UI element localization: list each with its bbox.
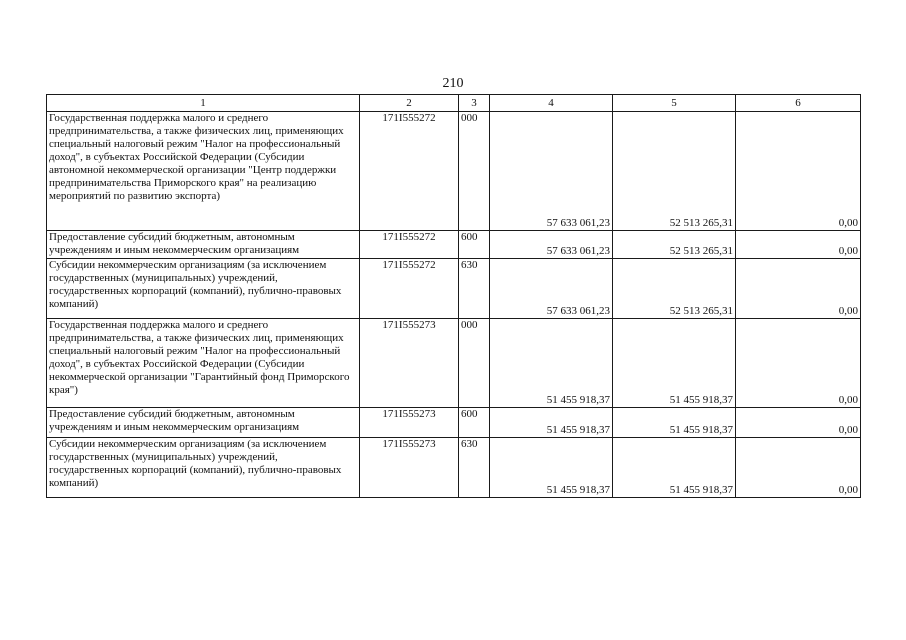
row-code: 171I555272 (360, 231, 459, 259)
row-amount-4: 57 633 061,23 (490, 231, 613, 259)
row-amount-6: 0,00 (736, 112, 861, 231)
row-code: 171I555273 (360, 319, 459, 408)
row-amount-4: 51 455 918,37 (490, 408, 613, 438)
column-header: 4 (490, 95, 613, 112)
table-row (47, 408, 861, 438)
row-type: 630 (459, 259, 490, 319)
row-amount-6: 0,00 (736, 231, 861, 259)
row-amount-4: 51 455 918,37 (490, 438, 613, 498)
row-amount-4: 51 455 918,37 (490, 319, 613, 408)
row-code: 171I555272 (360, 112, 459, 231)
table-row (47, 319, 861, 408)
table-row (47, 112, 861, 231)
row-amount-4: 57 633 061,23 (490, 259, 613, 319)
row-code: 171I555273 (360, 438, 459, 498)
row-type: 000 (459, 112, 490, 231)
column-header: 1 (47, 95, 360, 112)
row-type: 600 (459, 408, 490, 438)
row-amount-6: 0,00 (736, 408, 861, 438)
row-name: Субсидии некоммерческим организациям (за исключением государственных (муниципальных) учреждений, государственных корпораций (компаний), публично-правовых компаний) (47, 438, 360, 498)
row-name: Предоставление субсидий бюджетным, автономным учреждениям и иным некоммерческим организациям (47, 408, 360, 438)
page-number: 210 (442, 76, 464, 91)
table-row (47, 259, 861, 319)
row-amount-5: 52 513 265,31 (613, 231, 736, 259)
row-type: 000 (459, 319, 490, 408)
row-amount-6: 0,00 (736, 259, 861, 319)
row-name: Субсидии некоммерческим организациям (за исключением государственных (муниципальных) учреждений, государственных корпораций (компаний), публично-правовых компаний) (47, 259, 360, 319)
row-amount-5: 52 513 265,31 (613, 259, 736, 319)
table-row (47, 438, 861, 498)
row-amount-6: 0,00 (736, 438, 861, 498)
row-name: Предоставление субсидий бюджетным, автономным учреждениям и иным некоммерческим организациям (47, 231, 360, 259)
row-amount-5: 52 513 265,31 (613, 112, 736, 231)
row-code: 171I555272 (360, 259, 459, 319)
row-type: 600 (459, 231, 490, 259)
column-header: 6 (736, 95, 861, 112)
row-amount-4: 57 633 061,23 (490, 112, 613, 231)
row-name: Государственная поддержка малого и среднего предпринимательства, а также физических лиц, применяющих специальный налоговый режим "Налог на профессиональный доход", в субъектах Российской Федерации (Субсидии некоммерческой организации "Гарантийный фонд Приморского края") (47, 319, 360, 408)
column-header: 5 (613, 95, 736, 112)
row-amount-5: 51 455 918,37 (613, 319, 736, 408)
column-header: 2 (360, 95, 459, 112)
row-type: 630 (459, 438, 490, 498)
row-amount-5: 51 455 918,37 (613, 408, 736, 438)
budget-table (46, 94, 861, 498)
column-header: 3 (459, 95, 490, 112)
table-row (47, 231, 861, 259)
row-name: Государственная поддержка малого и среднего предпринимательства, а также физических лиц, применяющих специальный налоговый режим "Налог на профессиональный доход", в субъектах Российской Федерации (Субсидии автономной некоммерческой организации "Центр поддержки предпринимательства Приморского края" на реализацию мероприятий по развитию экспорта) (47, 112, 360, 231)
row-amount-6: 0,00 (736, 319, 861, 408)
table-header-row (47, 95, 861, 112)
row-amount-5: 51 455 918,37 (613, 438, 736, 498)
row-code: 171I555273 (360, 408, 459, 438)
